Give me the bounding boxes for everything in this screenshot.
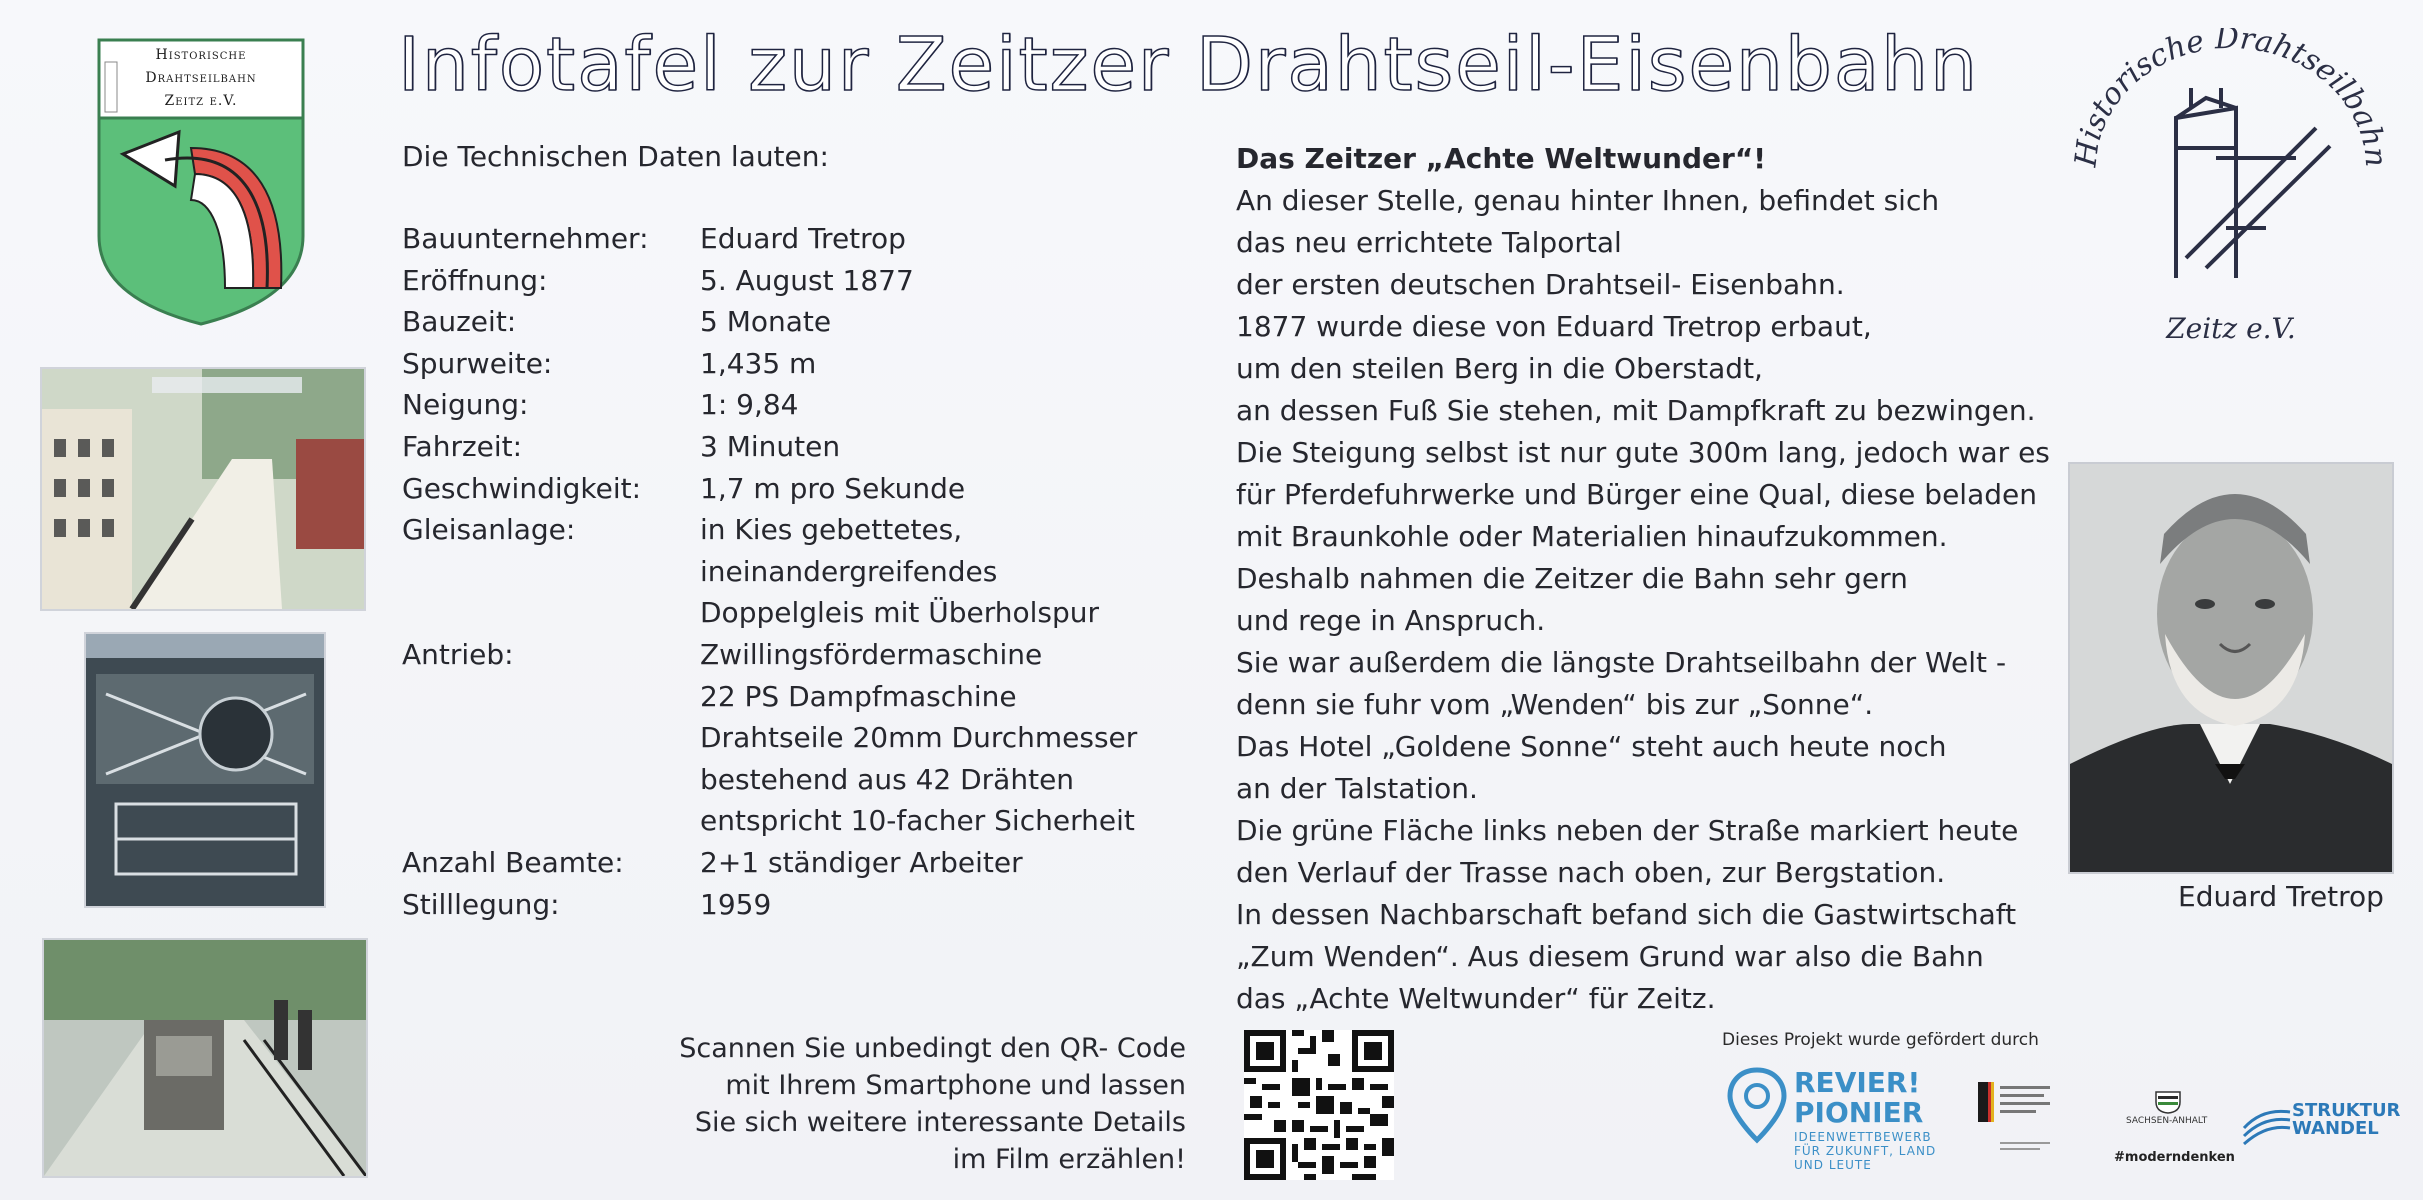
tech-value: 3 Minuten (700, 429, 841, 463)
association-crest (95, 36, 307, 328)
tech-label: Spurweite: (402, 346, 553, 380)
story-line: das „Achte Weltwunder“ für Zeitz. (1236, 982, 1716, 1015)
qr-line: mit Ihrem Smartphone und lassen (725, 1070, 1186, 1101)
story-line: An dieser Stelle, genau hinter Ihnen, befindet sich (1236, 184, 1940, 217)
revier-pionier-logo (1726, 1066, 1937, 1186)
story-text (1236, 138, 2050, 1020)
tech-label: Antrieb: (402, 637, 514, 671)
qr-instructions (679, 1030, 1186, 1178)
tech-value: Eduard Tretrop (700, 222, 906, 255)
story-line: Die Steigung selbst ist nur gute 300m lang, jedoch war es (1236, 436, 2050, 469)
sachsen-anhalt-logo (2126, 1090, 2210, 1146)
tech-label: Bauzeit: (402, 305, 517, 339)
struktur-line-2: WANDEL (2292, 1118, 2379, 1139)
tech-label: Neigung: (402, 388, 529, 422)
tech-value: 22 PS Dampfmaschine (700, 679, 1017, 713)
story-line: mit Braunkohle oder Materialien hinaufzukommen. (1236, 520, 1948, 553)
story-line: „Zum Wenden“. Aus diesem Grund war also die Bahn (1236, 940, 1984, 973)
tech-value: 5 Monate (700, 305, 832, 339)
story-line: an der Talstation. (1236, 772, 1478, 805)
qr-line: Sie sich weitere interessante Details (694, 1107, 1186, 1138)
portrait-image (2070, 464, 2392, 872)
historic-photo-machine (84, 632, 326, 908)
wave-lines-icon (2242, 1098, 2292, 1158)
logo-bottom-text: Zeitz e.V. (2166, 312, 2296, 345)
tech-value: 1959 (700, 887, 772, 921)
story-line: Deshalb nahmen die Zeitzer die Bahn sehr gern (1236, 562, 1908, 595)
story-line: Das Hotel „Goldene Sonne“ steht auch heute noch (1236, 730, 1947, 763)
story-line: das neu errichtete Talportal (1236, 226, 1622, 259)
story-line: denn sie fuhr vom „Wenden“ bis zur „Sonne“. (1236, 688, 1874, 721)
tech-value: Doppelgleis mit Überholspur (700, 596, 1100, 630)
tech-value: bestehend aus 42 Drähten (700, 762, 1075, 796)
federal-ministry-logo (1976, 1072, 2066, 1168)
tech-label: Fahrzeit: (402, 429, 523, 463)
story-line: um den steilen Berg in die Oberstadt, (1236, 352, 1763, 385)
portrait-photo (2068, 462, 2394, 874)
story-line: der ersten deutschen Drahtseil- Eisenbahn. (1236, 268, 1845, 301)
revier-sub-3: UND LEUTE (1794, 1158, 1872, 1172)
story-line: und rege in Anspruch. (1236, 604, 1546, 637)
tech-label: Bauunternehmer: (402, 222, 649, 255)
tech-heading: Die Technischen Daten lauten: (402, 140, 829, 173)
story-title: Das Zeitzer „Achte Weltwunder“! (1236, 142, 1767, 175)
railway-tower-icon (2066, 28, 2396, 358)
qr-line: Scannen Sie unbedingt den QR- Code (679, 1033, 1186, 1064)
tech-label: Eröffnung: (402, 263, 548, 297)
sachsen-anhalt-text: SACHSEN-ANHALT (2126, 1116, 2208, 1126)
tech-label: Anzahl Beamte: (402, 845, 624, 879)
location-pin-icon (1726, 1066, 1788, 1146)
tech-value: Zwillingsfördermaschine (700, 637, 1043, 671)
tech-label: Geschwindigkeit: (402, 471, 642, 505)
story-line: für Pferdefuhrwerke und Bürger eine Qual, diese beladen (1236, 478, 2037, 511)
struktur-line-1: STRUKTUR (2292, 1100, 2401, 1121)
funding-note: Dieses Projekt wurde gefördert durch (1722, 1030, 2039, 1050)
tech-value: 1,7 m pro Sekunde (700, 471, 966, 505)
tech-value: ineinandergreifendes (700, 554, 998, 588)
hashtag-text: #moderndenken (2114, 1150, 2235, 1165)
tech-label: Gleisanlage: (402, 513, 576, 547)
story-line: Die grüne Fläche links neben der Straße markiert heute (1236, 814, 2019, 847)
tech-value: 1: 9,84 (700, 388, 799, 422)
revier-sub-1: IDEENWETTBEWERB (1794, 1130, 1932, 1144)
historic-photo-carriage (42, 938, 368, 1178)
story-line: Sie war außerdem die längste Drahtseilbahn der Welt - (1236, 646, 2007, 679)
tech-value: 2+1 ständiger Arbeiter (700, 845, 1023, 879)
logo-arc-text: Historische Drahtseilbahn (2068, 28, 2394, 169)
tech-value: Drahtseile 20mm Durchmesser (700, 721, 1138, 755)
qr-line: im Film erzählen! (952, 1144, 1186, 1175)
revier-line-2: PIONIER (1794, 1096, 1924, 1129)
tech-value: in Kies gebettetes, (700, 513, 963, 547)
street-photo-image (42, 369, 364, 609)
tech-label: Stilllegung: (402, 887, 560, 921)
story-line: an dessen Fuß Sie stehen, mit Dampfkraft zu bezwingen. (1236, 394, 2036, 427)
portrait-caption: Eduard Tretrop (2178, 880, 2384, 913)
machine-photo-image (86, 634, 324, 906)
story-line: In dessen Nachbarschaft befand sich die Gastwirtschaft (1236, 898, 2017, 931)
tech-value: 5. August 1877 (700, 263, 914, 297)
strukturwandel-logo (2242, 1098, 2412, 1168)
tech-value: entspricht 10-facher Sicherheit (700, 804, 1135, 838)
qr-code-icon (1244, 1030, 1394, 1180)
page-title: Infotafel zur Zeitzer Drahtseil-Eisenbahn (398, 22, 1979, 108)
revier-sub-2: FÜR ZUKUNFT, LAND (1794, 1144, 1937, 1158)
crest-line-3: Zeitz e.V. (164, 93, 238, 109)
association-logo-right (2066, 28, 2396, 358)
coat-of-arms-icon (2154, 1090, 2182, 1114)
historic-photo-street (40, 367, 366, 611)
qr-code[interactable] (1244, 1030, 1394, 1180)
carriage-photo-image (44, 940, 366, 1176)
revier-line-1: REVIER! (1794, 1066, 1921, 1099)
crest-line-1: Historische (155, 47, 247, 63)
story-line: 1877 wurde diese von Eduard Tretrop erbaut, (1236, 310, 1872, 343)
crest-line-2: Drahtseilbahn (145, 70, 257, 86)
eagle-emblem-icon (1976, 1072, 2066, 1168)
story-line: den Verlauf der Trasse nach oben, zur Bergstation. (1236, 856, 1946, 889)
tech-value: 1,435 m (700, 346, 817, 380)
